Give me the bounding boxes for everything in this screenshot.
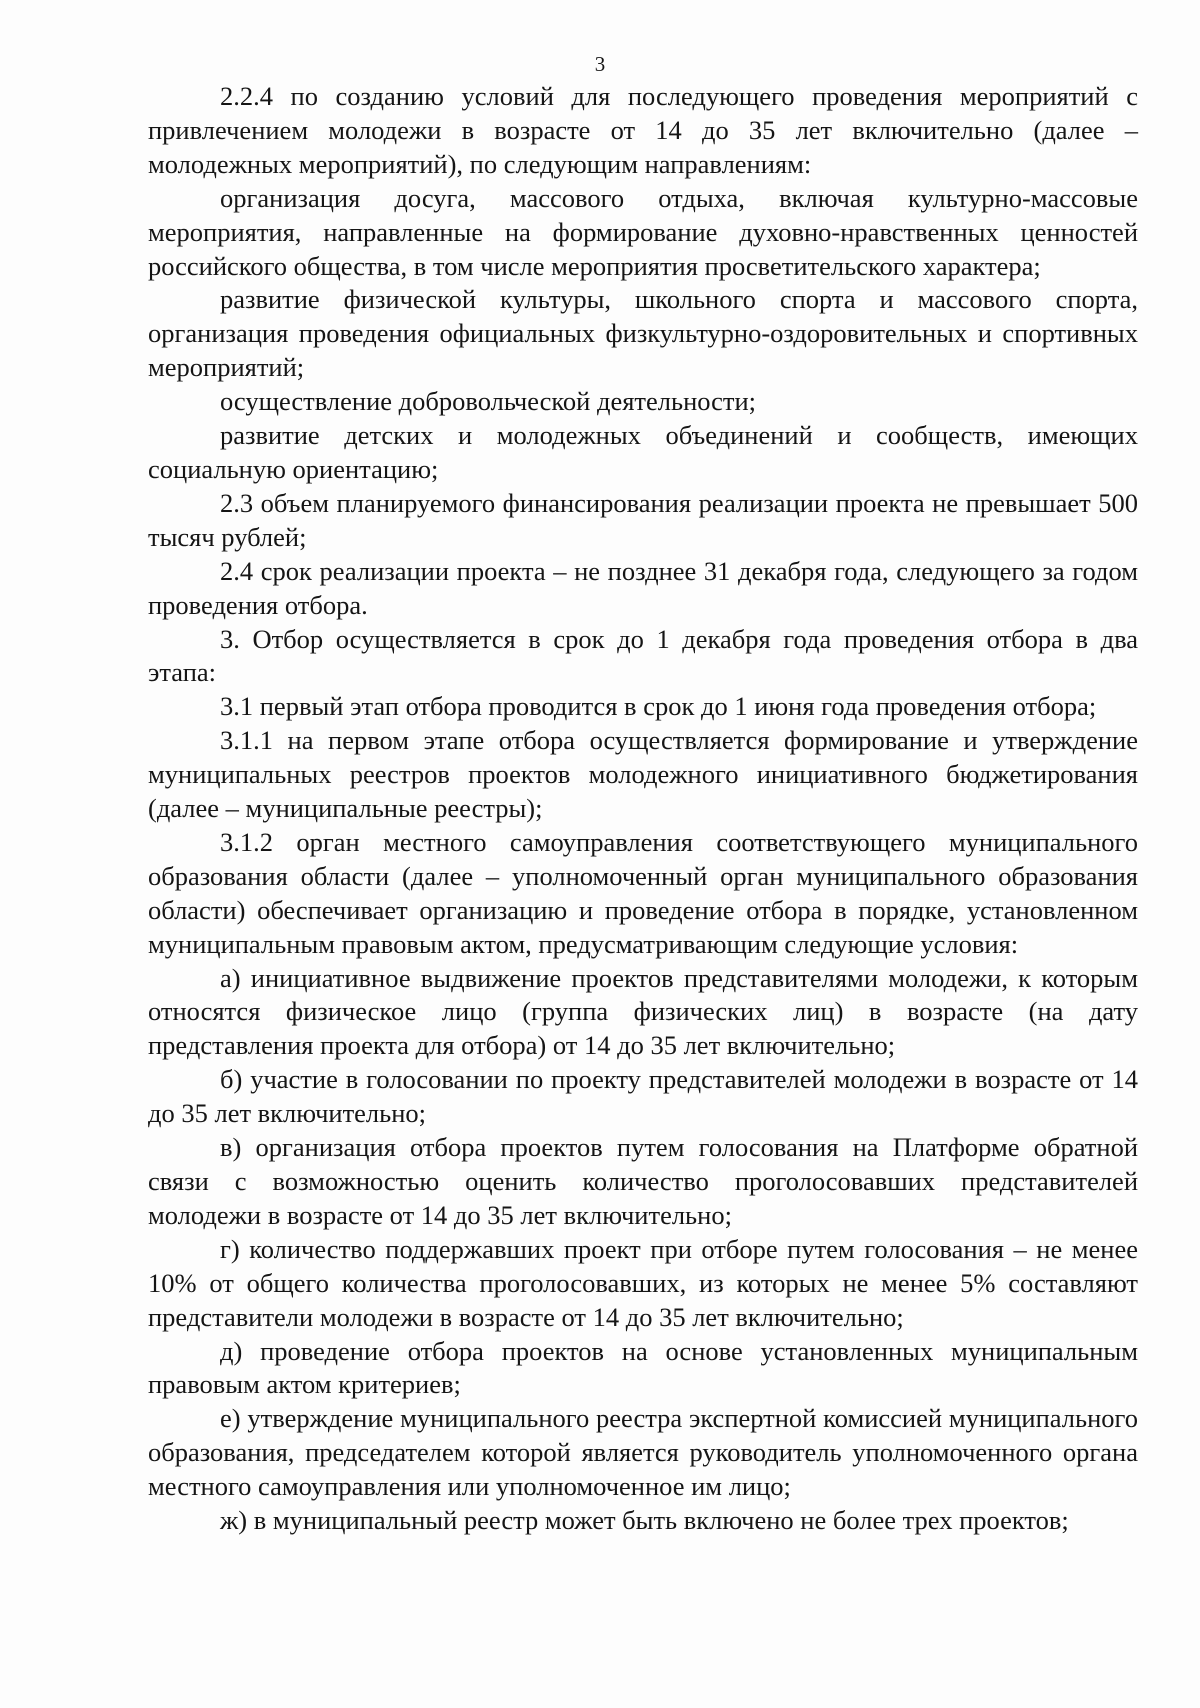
page-number: 3 [594,52,606,76]
paragraph-youth-associations: развитие детских и молодежных объединений и сообществ, имеющих социальную ориентацию; [148,420,1138,484]
paragraph-2-2-4: 2.2.4 по созданию условий для последующего проведения мероприятий с привлечением молодежи в возрасте от 14 до 35 лет включительно (далее – молодежных мероприятий), по следующим направлениям: [148,81,1138,179]
paragraph-3-1-2: 3.1.2 орган местного самоуправления соответствующего муниципального образования области (далее – уполномоченный орган муниципального образования области) обеспечивает организацию и проведение отбора в порядке, установленном муниципальным правовым актом, предусматривающим следующие условия: [148,826,1138,959]
paragraph-item-zh: ж) в муниципальный реестр может быть включено не более трех проектов; [220,1505,1069,1536]
paragraph-3-1: 3.1 первый этап отбора проводится в срок до 1 июня года проведения отбора; [220,691,1097,722]
document-body [148,80,1138,1538]
paragraph-physical-culture: развитие физической культуры, школьного спорта и массового спорта, организация проведения официальных физкультурно-оздоровительных и спортивных мероприятий; [148,284,1138,383]
paragraph-3-1-1: 3.1.1 на первом этапе отбора осуществляется формирование и утверждение муниципальных реестров проектов молодежного инициативного бюджетирования (далее – муниципальные реестры); [148,725,1138,824]
paragraph-3: 3. Отбор осуществляется в срок до 1 декабря года проведения отбора в два этапа: [148,623,1138,688]
paragraph-item-g: г) количество поддержавших проект при отборе путем голосования – не менее 10% от общего количества проголосовавших, из которых не менее 5% составляют представители молодежи в возрасте от 14 до 35 лет включительно; [148,1233,1138,1332]
paragraph-item-a: а) инициативное выдвижение проектов представителями молодежи, к которым относятся физическое лицо (группа физических лиц) в возрасте (на дату представления проекта для отбора) от 14 до 35 лет включительно; [148,962,1138,1061]
paragraph-item-v: в) организация отбора проектов путем голосования на Платформе обратной связи с возможностью оценить количество проголосовавших представителей молодежи в возрасте от 14 до 35 лет включительно; [148,1132,1138,1230]
paragraph-item-d: д) проведение отбора проектов на основе установленных муниципальным правовым актом критериев; [148,1335,1138,1400]
paragraph-item-e: е) утверждение муниципального реестра экспертной комиссией муниципального образования, председателем которой является руководитель уполномоченного органа местного самоуправления или уполномоченное им лицо; [148,1403,1138,1502]
paragraph-2-3: 2.3 объем планируемого финансирования реализации проекта не превышает 500 тысяч рублей; [148,487,1138,552]
paragraph-volunteering: осуществление добровольческой деятельности; [220,386,757,417]
paragraph-2-4: 2.4 срок реализации проекта – не позднее 31 декабря года, следующего за годом проведения отбора. [148,555,1138,620]
paragraph-item-b: б) участие в голосовании по проекту представителей молодежи в возрасте от 14 до 35 лет включительно; [148,1064,1138,1129]
paragraph-leisure-organization: организация досуга, массового отдыха, включая культурно-массовые мероприятия, направленные на формирование духовно-нравственных ценностей российского общества, в том числе мероприятия просветительского характера; [148,182,1138,281]
